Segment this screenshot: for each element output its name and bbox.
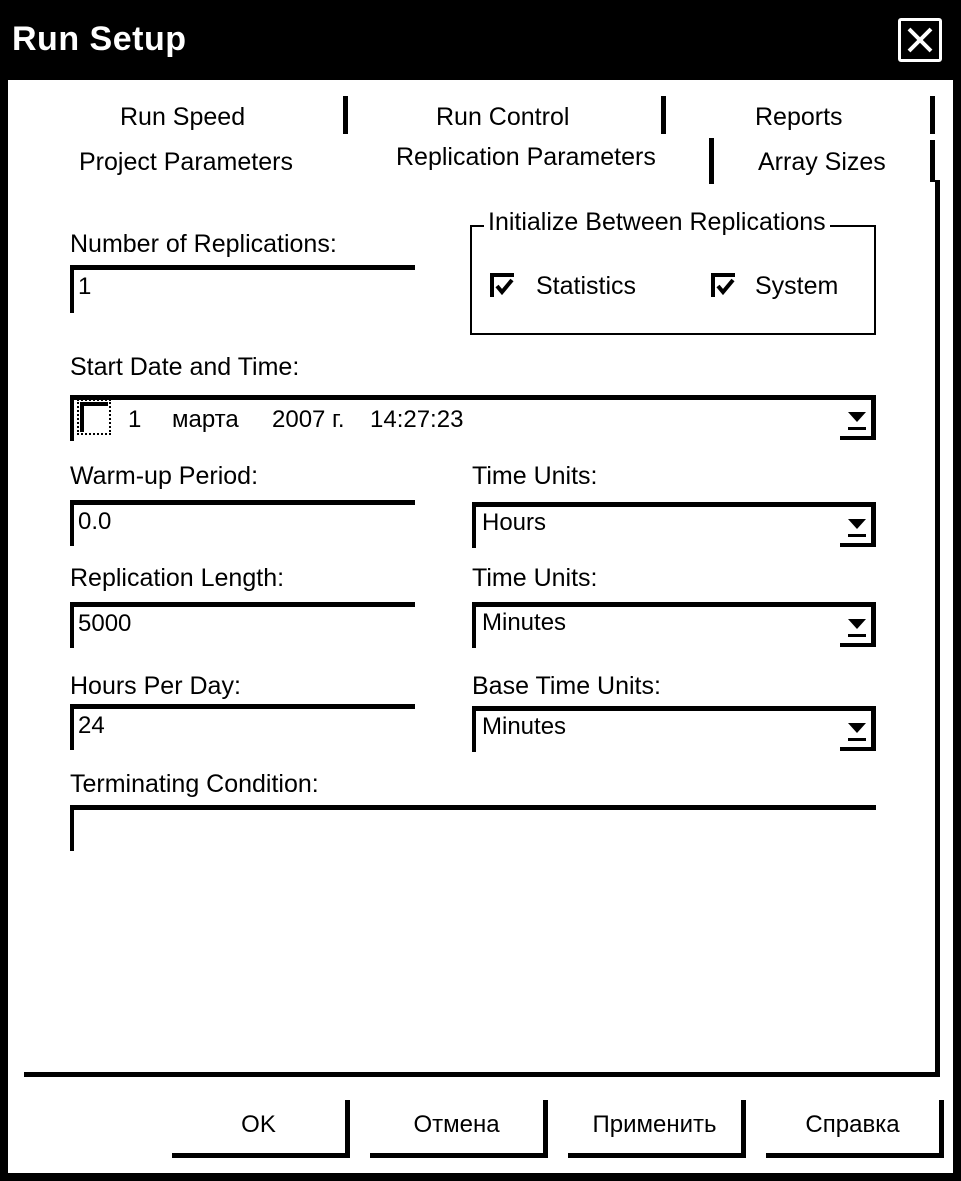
dropdown-bar: [848, 427, 866, 430]
hours-per-day-label: Hours Per Day:: [70, 672, 241, 700]
dropdown-bar: [848, 738, 866, 741]
statistics-label[interactable]: Statistics: [536, 272, 637, 300]
checkmark-icon: [494, 277, 516, 299]
start-date-time: 14:27:23: [370, 406, 464, 433]
start-date-dropdown-button[interactable]: [840, 400, 876, 440]
start-date-day: 1: [128, 406, 142, 433]
warmup-value: 0.0: [78, 508, 112, 535]
replications-input[interactable]: [70, 265, 415, 313]
cancel-button[interactable]: Отмена: [370, 1100, 548, 1158]
system-label[interactable]: System: [755, 272, 839, 300]
terminating-condition-label: Terminating Condition:: [70, 770, 319, 798]
warmup-units-value: Hours: [482, 509, 547, 536]
system-checkbox[interactable]: [711, 273, 735, 297]
base-time-units-dropdown-button[interactable]: [840, 711, 876, 751]
tab-replication-parameters[interactable]: Replication Parameters: [396, 143, 656, 171]
replication-length-units-value: Minutes: [482, 609, 567, 636]
help-button[interactable]: Справка: [766, 1100, 944, 1158]
replication-length-label: Replication Length:: [70, 564, 285, 592]
chevron-down-icon: [848, 723, 866, 733]
tab-run-speed[interactable]: Run Speed: [120, 103, 246, 131]
tab-page-border-bottom: [24, 1072, 940, 1077]
start-date-year: 2007 г.: [272, 406, 345, 433]
apply-button[interactable]: Применить: [568, 1100, 746, 1158]
close-button[interactable]: [898, 18, 942, 62]
ok-button[interactable]: OK: [172, 1100, 350, 1158]
replication-length-units-dropdown-button[interactable]: [840, 607, 876, 647]
tab-project-parameters[interactable]: Project Parameters: [79, 148, 293, 176]
tab-separator: [709, 138, 714, 184]
title-bar[interactable]: [0, 0, 961, 80]
hours-per-day-input[interactable]: [70, 704, 415, 750]
tab-run-control[interactable]: Run Control: [436, 103, 570, 131]
base-time-units-select[interactable]: [472, 706, 876, 752]
dropdown-bar: [848, 534, 866, 537]
warmup-units-label: Time Units:: [472, 462, 598, 490]
statistics-checkbox[interactable]: [490, 273, 514, 297]
base-time-units-value: Minutes: [482, 713, 567, 740]
base-time-units-label: Base Time Units:: [472, 672, 661, 700]
hours-per-day-value: 24: [78, 712, 105, 739]
window-border-bottom: [0, 1173, 961, 1181]
window-border-right: [953, 0, 961, 1181]
close-icon: [905, 25, 935, 55]
tab-page-border-right: [935, 180, 940, 1075]
warmup-units-select[interactable]: [472, 502, 876, 548]
tab-array-sizes[interactable]: Array Sizes: [758, 148, 886, 176]
start-date-enable-checkbox[interactable]: [80, 402, 108, 432]
warmup-units-dropdown-button[interactable]: [840, 507, 876, 547]
start-date-picker[interactable]: [70, 395, 876, 441]
tab-separator: [661, 96, 666, 134]
initialize-group-legend: Initialize Between Replications: [484, 208, 830, 237]
replications-label: Number of Replications:: [70, 230, 337, 258]
tab-separator: [930, 140, 935, 182]
dropdown-bar: [848, 634, 866, 637]
checkmark-icon: [715, 277, 737, 299]
start-date-month: марта: [172, 406, 239, 433]
tab-separator: [343, 96, 348, 134]
window-title: Run Setup: [12, 20, 187, 58]
chevron-down-icon: [848, 519, 866, 529]
replication-length-units-label: Time Units:: [472, 564, 598, 592]
replication-length-input[interactable]: [70, 602, 415, 648]
warmup-label: Warm-up Period:: [70, 462, 259, 490]
start-date-label: Start Date and Time:: [70, 353, 300, 381]
replications-value: 1: [78, 273, 92, 300]
tab-separator: [930, 96, 935, 134]
window-border-left: [0, 0, 8, 1181]
chevron-down-icon: [848, 412, 866, 422]
replication-length-units-select[interactable]: [472, 602, 876, 648]
tab-reports[interactable]: Reports: [755, 103, 843, 131]
replication-length-value: 5000: [78, 610, 132, 637]
terminating-condition-input[interactable]: [70, 805, 876, 851]
chevron-down-icon: [848, 619, 866, 629]
warmup-input[interactable]: [70, 500, 415, 546]
